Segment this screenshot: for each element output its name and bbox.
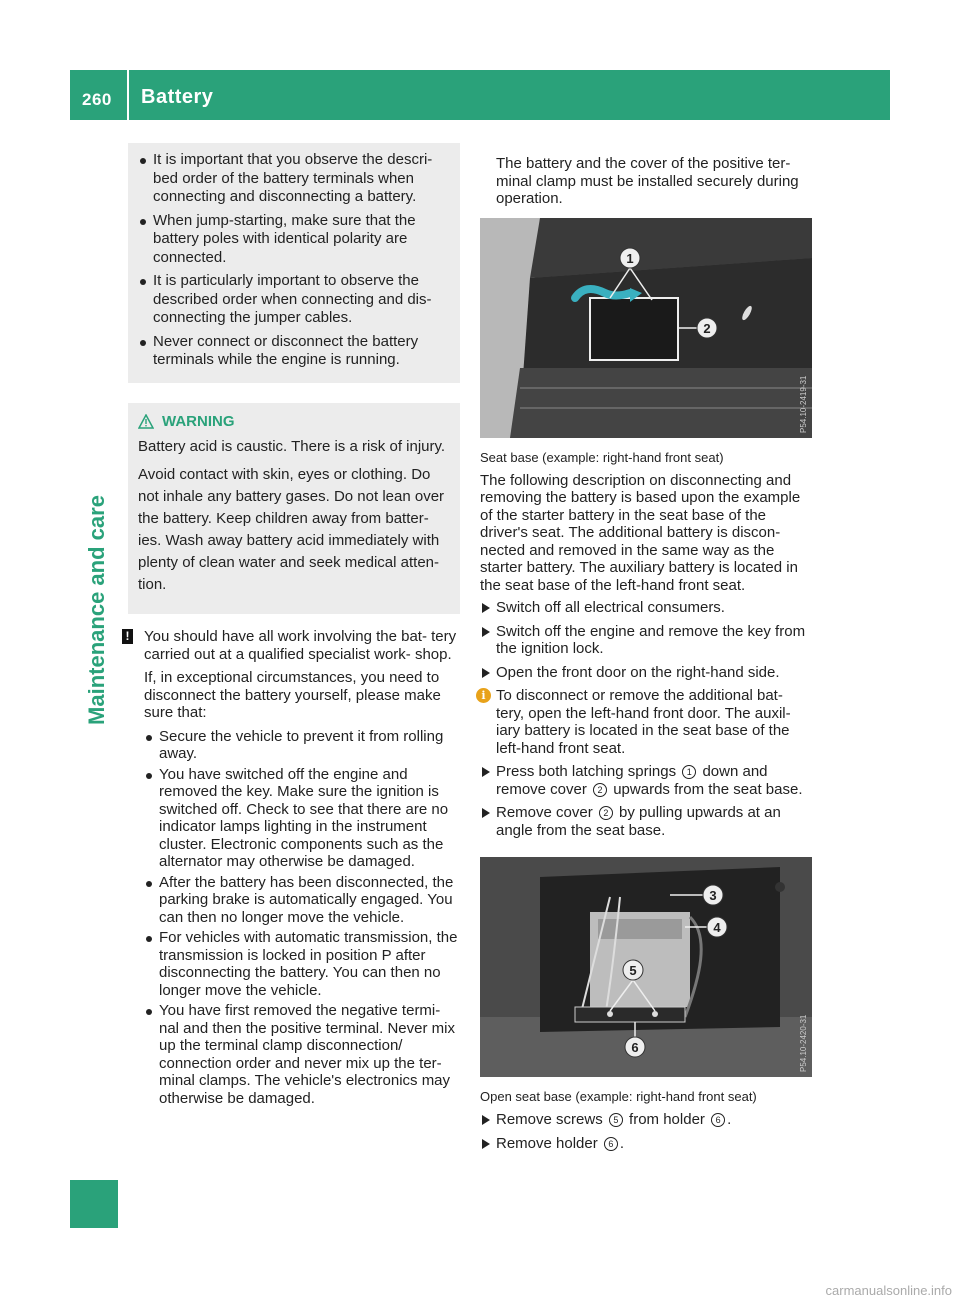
instruction-step: Press both latching springs 1 down and remove cover 2 upwards from the seat base. (480, 763, 812, 798)
callout-6-icon: 6 (711, 1113, 725, 1127)
intro-paragraph: The battery and the cover of the positive ter- minal clamp must be installed securely during operation. (496, 155, 799, 207)
svg-text:6: 6 (631, 1040, 639, 1055)
arrow-icon (482, 1115, 490, 1125)
svg-text:3: 3 (709, 888, 717, 903)
exclamation-icon: ! (122, 629, 133, 644)
list-item: When jump-starting, make sure that the battery poles with identical polarity are connected. (138, 212, 450, 268)
intro-bullet-box (128, 143, 460, 383)
instruction-step: Open the front door on the right-hand side. (480, 664, 812, 682)
list-item: You have first removed the negative termi- nal and then the positive terminal. Never mix up the terminal clamp disconnection/ connection order and never mix up the ter- minal clamps. The vehicle's electronics may otherwise be damaged. (144, 1002, 460, 1107)
page-number: 260 (82, 90, 112, 109)
notice-text: If, in exceptional circumstances, you need to disconnect the battery yourself, please make sure that: (144, 669, 441, 721)
svg-text:P54.10-2420-31: P54.10-2420-31 (799, 1014, 808, 1072)
arrow-icon (482, 603, 490, 613)
header-divider (127, 70, 129, 120)
arrow-icon (482, 627, 490, 637)
watermark: carmanualsonline.info (825, 1283, 952, 1298)
warning-text: Battery acid is caustic. There is a risk of injury. (138, 438, 446, 455)
page-title: Battery (141, 86, 214, 108)
seat-base-figure (480, 218, 812, 438)
svg-text:P54.10-2419-31: P54.10-2419-31 (799, 375, 808, 433)
svg-text:2: 2 (703, 320, 711, 336)
warning-box (128, 403, 460, 615)
warning-icon (138, 414, 154, 429)
callout-6-icon: 6 (604, 1137, 618, 1151)
svg-text:4: 4 (713, 920, 721, 935)
warning-heading (138, 413, 450, 432)
list-item: Never connect or disconnect the battery terminals while the engine is running. (138, 333, 450, 370)
warning-text: Avoid contact with skin, eyes or clothing. Do not inhale any battery gases. Do not lean over the battery. Keep children away from batter- ies. Wash away battery acid immediately with plenty of clean water and seek medical atten- tion. (138, 466, 445, 593)
callout-2-icon: 2 (593, 783, 607, 797)
svg-text:5: 5 (629, 963, 637, 978)
list-item: For vehicles with automatic transmission, the transmission is locked in position P after disconnecting the battery. You can then no longer move the vehicle. (144, 929, 460, 999)
callout-1-icon: 1 (682, 765, 696, 779)
info-note: i To disconnect or remove the additional bat- tery, open the left-hand front door. The auxil- iary battery is located in the seat base of the left-hand front seat. (480, 687, 812, 757)
list-item: After the battery has been disconnected, the parking brake is automatically engaged. You can then no longer move the vehicle. (144, 874, 460, 927)
callout-5-icon: 5 (609, 1113, 623, 1127)
instruction-step: Remove cover 2 by pulling upwards at an angle from the seat base. (480, 804, 812, 839)
instruction-step: Switch off the engine and remove the key from the ignition lock. (480, 623, 812, 658)
notice-text: You should have all work involving the bat- tery carried out at a qualified specialist work- shop. (144, 628, 457, 663)
list-item: You have switched off the engine and removed the key. Make sure the ignition is switched off. Check to see that there are no indicator lamps lighting in the instrument cluster. Electronic components such as the alternator may otherwise be damaged. (144, 766, 460, 871)
warning-title: WARNING (162, 412, 235, 430)
info-icon: i (476, 688, 491, 703)
list-item: Secure the vehicle to prevent it from rolling away. (144, 728, 460, 763)
list-item: It is particularly important to observe the described order when connecting and dis- connecting the jumper cables. (138, 272, 450, 328)
arrow-icon (482, 668, 490, 678)
arrow-icon (482, 808, 490, 818)
right-column (480, 155, 812, 1158)
left-column (125, 143, 460, 1110)
figure-caption: Seat base (example: right-hand front seat) (480, 449, 724, 465)
side-section-tab (70, 1180, 118, 1228)
instruction-step: Remove screws 5 from holder 6 . (480, 1111, 812, 1129)
callout-2-icon: 2 (599, 806, 613, 820)
svg-text:1: 1 (626, 250, 634, 266)
list-item: It is important that you observe the descri- bed order of the battery terminals when connecting and disconnecting a battery. (138, 151, 450, 207)
arrow-icon (482, 767, 490, 777)
instruction-step: Switch off all electrical consumers. (480, 599, 812, 617)
figure-caption: Open seat base (example: right-hand front seat) (480, 1089, 757, 1104)
instruction-step: Remove holder 6 . (480, 1135, 812, 1153)
notice-block (125, 628, 460, 1107)
open-seat-base-figure (480, 857, 812, 1077)
description-paragraph: The following description on disconnecting and removing the battery is based upon the example of the starter battery in the seat base of the driver's seat. The additional battery is discon- nected and removed in the same way as the starter battery. The auxiliary battery is located in the seat base of the left-hand front seat. (480, 471, 801, 594)
arrow-icon (482, 1139, 490, 1149)
